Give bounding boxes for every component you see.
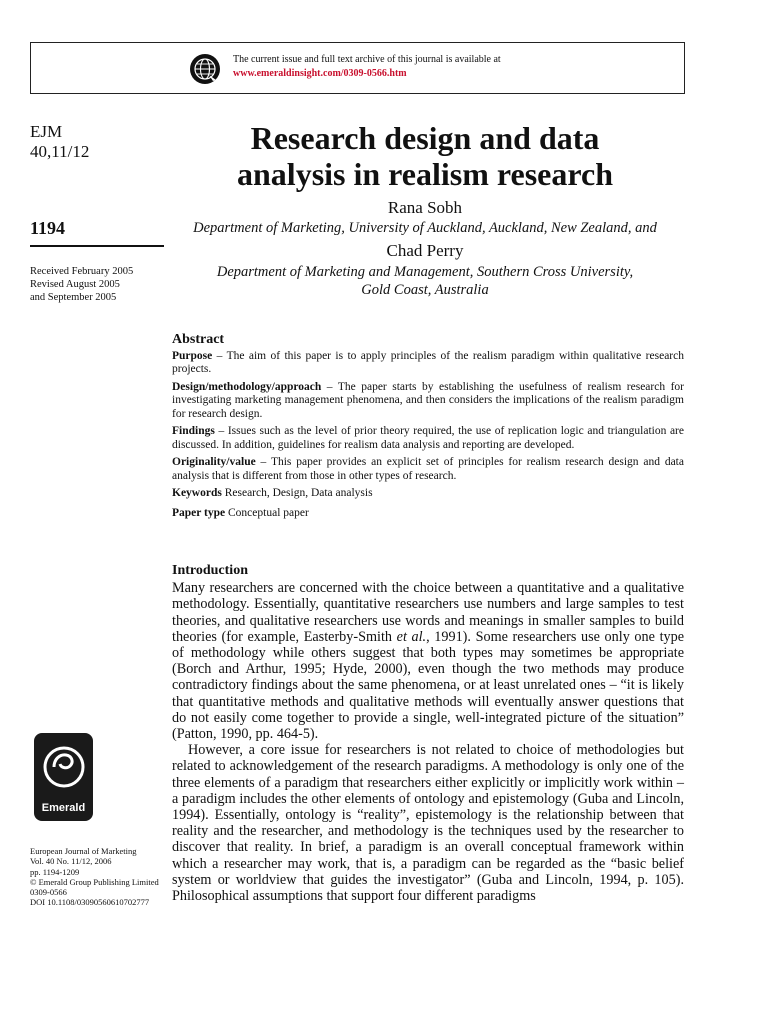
journal-notice-box (30, 42, 685, 94)
introduction-section (172, 563, 684, 904)
emerald-e-icon (41, 739, 87, 799)
abstract-label: Purpose (172, 349, 213, 362)
abstract-text: – The paper starts by establishing the usefulness of realism research for investigating marketing management phenomena, and then considers the implications of the realism paradigm for research design. (172, 380, 684, 420)
abstract-heading: Abstract (172, 332, 225, 347)
abstract-design (172, 381, 684, 422)
paragraph-italic: et al. (396, 628, 427, 645)
abstract-originality (172, 456, 684, 483)
page-number: 1194 (30, 218, 66, 238)
abstract-label: Findings (172, 425, 215, 437)
abstract-label: Originality/value (172, 456, 256, 468)
globe-icon (189, 53, 221, 85)
article-title (170, 120, 680, 192)
notice-text (233, 53, 501, 81)
author-1: Rana Sobh (387, 198, 463, 217)
keywords-value: Research, Design, Data analysis (224, 487, 373, 499)
citation-volume: Vol. 40 No. 11/12, 2006 (30, 856, 112, 867)
notice-line: The current issue and full text archive of this journal is available at (233, 54, 501, 65)
affiliation-2-line-1: Department of Marketing and Management, Southern Cross University, (216, 264, 634, 280)
abstract-text: – This paper provides an explicit set of principles for realism research design and data analysis that is different from those in other types of research. (172, 456, 684, 482)
affiliation-2 (170, 263, 680, 299)
paper-type-label: Paper type (172, 506, 226, 519)
keywords (172, 487, 684, 501)
citation-issn: 0309-0566 (30, 887, 67, 898)
left-divider (30, 245, 164, 247)
paragraph-text: Many researchers are concerned with the choice between a quantitative and a qualitative methodology. Essentially, quantitative researchers use numbers and large samples to test theories, and qualitative researchers use words and meanings in smaller samples to build theories (for example, Easterby-Smith (172, 580, 684, 645)
abstract-findings (172, 425, 684, 452)
citation-pages: pp. 1194-1209 (30, 866, 80, 877)
journal-code (30, 122, 165, 162)
citation-block (30, 846, 170, 908)
title-line-1: Research design and data (250, 120, 600, 156)
paper-type (172, 507, 684, 521)
keywords-label: Keywords (172, 487, 222, 499)
journal-volume: 40,11/12 (30, 142, 90, 161)
abstract-label: Design/methodology/approach (172, 380, 322, 393)
revised-line-2: and September 2005 (30, 292, 117, 303)
abstract-text: – The aim of this paper is to apply principles of the realism paradigm within qualitative research projects. (172, 349, 684, 375)
introduction-paragraph-1 (172, 580, 684, 742)
emerald-wordmark: Emerald (41, 802, 86, 814)
affiliation-1: Department of Marketing, University of Auckland, Auckland, New Zealand, and (193, 220, 657, 236)
affiliation-2-line-2: Gold Coast, Australia (361, 282, 489, 298)
title-line-2: analysis in realism research (237, 156, 613, 192)
citation-copyright: © Emerald Group Publishing Limited (30, 876, 159, 887)
received-dates (30, 265, 165, 304)
paragraph-text: , 1991). Some researchers use only one type of methodology while others suggest that both types may sometimes be appropriate (Borch and Arthur, 1995; Hyde, 2000), even though the two methods may produce contradictory findings about the same phenomena, or at least unrelated ones – “it is likely that quantitative methods and qualitative methods will eventually answer questions that do not easily come together to provide a single, well-integrated picture of the situation” (Patton, 1990, pp. 464-5). (172, 628, 684, 743)
citation-doi: DOI 10.1108/03090560610702777 (30, 897, 150, 908)
abstract (172, 333, 684, 526)
author-2: Chad Perry (386, 241, 464, 260)
revised-line: Revised August 2005 (30, 279, 120, 290)
paper-type-value: Conceptual paper (228, 506, 309, 519)
journal-abbrev: EJM (30, 122, 63, 141)
introduction-heading: Introduction (172, 563, 248, 578)
introduction-paragraph-2: However, a core issue for researchers is not related to choice of methodologies but related to acknowledgement of the research paradigms. A methodology is only one of the three elements of a paradigm that researchers either explicitly or implicitly work within – a paradigm includes the other elements of ontology and epistemology (Guba and Lincoln, 1994). Essentially, ontology is “reality”, epistemology is the relationship between that reality and the researcher, and methodology is the techniques used by the researcher to discover that reality. In brief, a paradigm is an overall conceptual framework within which a researcher may work, that is, a paradigm can be regarded as the “basic belief system or worldview that guides the investigator” (Guba and Lincoln, 1994, p. 105). Philosophical assumptions that support four different paradigms (172, 742, 684, 905)
abstract-purpose (172, 350, 684, 377)
received-line: Received February 2005 (30, 266, 134, 277)
journal-url-link[interactable]: www.emeraldinsight.com/0309-0566.htm (233, 68, 407, 79)
citation-journal: European Journal of Marketing (30, 846, 137, 856)
emerald-logo (34, 733, 93, 821)
abstract-text: – Issues such as the level of prior theory required, the use of replication logic and triangulation are discussed. In addition, guidelines for realism data analysis and reporting are developed. (172, 425, 684, 451)
